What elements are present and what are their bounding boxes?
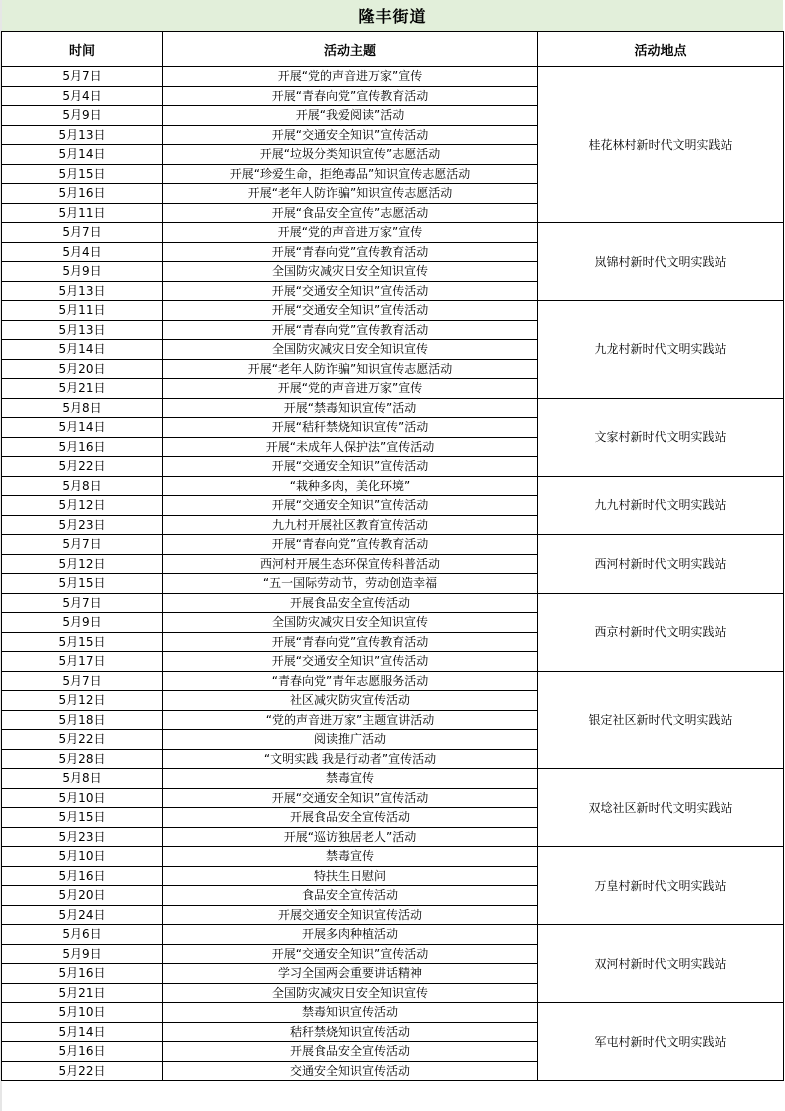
cell-place[interactable]: 双埝社区新时代文明实践站 (538, 769, 784, 847)
cell-topic[interactable]: 开展交通安全知识宣传活动 (163, 905, 538, 925)
cell-time[interactable]: 5月23日 (2, 515, 163, 535)
table-row (2, 1003, 784, 1023)
cell-topic[interactable]: 开展“未成年人保护法”宣传活动 (163, 437, 538, 457)
cell-place[interactable]: 九龙村新时代文明实践站 (538, 301, 784, 399)
cell-topic[interactable]: 开展“交通安全知识”宣传活动 (163, 301, 538, 321)
cell-topic[interactable]: 开展“巡访独居老人”活动 (163, 827, 538, 847)
table-row (2, 769, 784, 789)
cell-topic[interactable]: 开展“垃圾分类知识宣传”志愿活动 (163, 145, 538, 165)
cell-place[interactable]: 万皇村新时代文明实践站 (538, 847, 784, 925)
cell-time[interactable]: 5月8日 (2, 476, 163, 496)
cell-time[interactable]: 5月24日 (2, 905, 163, 925)
header-topic[interactable]: 活动主题 (163, 32, 538, 67)
cell-topic[interactable]: 开展多肉种植活动 (163, 925, 538, 945)
cell-time[interactable]: 5月16日 (2, 437, 163, 457)
cell-time[interactable]: 5月22日 (2, 457, 163, 477)
cell-place[interactable]: 军屯村新时代文明实践站 (538, 1003, 784, 1081)
cell-topic[interactable]: 交通安全知识宣传活动 (163, 1061, 538, 1081)
table-row (2, 301, 784, 321)
cell-topic[interactable]: 开展“青春向党”宣传教育活动 (163, 535, 538, 555)
cell-time[interactable]: 5月21日 (2, 379, 163, 399)
cell-time[interactable]: 5月16日 (2, 964, 163, 984)
cell-time[interactable]: 5月7日 (2, 535, 163, 555)
table-body (2, 67, 784, 1081)
cell-time[interactable]: 5月14日 (2, 1022, 163, 1042)
cell-topic[interactable]: 西河村开展生态环保宣传科普活动 (163, 554, 538, 574)
cell-time[interactable]: 5月16日 (2, 184, 163, 204)
cell-time[interactable]: 5月20日 (2, 886, 163, 906)
cell-time[interactable]: 5月8日 (2, 769, 163, 789)
cell-time[interactable]: 5月7日 (2, 223, 163, 243)
cell-topic[interactable]: 开展“党的声音进万家”宣传 (163, 223, 538, 243)
cell-topic[interactable]: “文明实践 我是行动者”宣传活动 (163, 749, 538, 769)
cell-time[interactable]: 5月9日 (2, 944, 163, 964)
cell-topic[interactable]: 开展“我爱阅读”活动 (163, 106, 538, 126)
activity-table (1, 31, 784, 1081)
cell-topic[interactable]: 禁毒知识宣传活动 (163, 1003, 538, 1023)
cell-time[interactable]: 5月13日 (2, 125, 163, 145)
cell-time[interactable]: 5月14日 (2, 418, 163, 438)
cell-time[interactable]: 5月4日 (2, 242, 163, 262)
cell-time[interactable]: 5月20日 (2, 359, 163, 379)
cell-topic[interactable]: 开展“老年人防诈骗”知识宣传志愿活动 (163, 359, 538, 379)
cell-topic[interactable]: 开展“党的声音进万家”宣传 (163, 67, 538, 87)
cell-topic[interactable]: 开展“交通安全知识”宣传活动 (163, 281, 538, 301)
sheet-title: 隆丰街道 (2, 0, 783, 31)
cell-time[interactable]: 5月17日 (2, 652, 163, 672)
cell-time[interactable]: 5月11日 (2, 301, 163, 321)
header-time[interactable]: 时间 (2, 32, 163, 67)
cell-time[interactable]: 5月16日 (2, 1042, 163, 1062)
cell-topic[interactable]: 开展“食品安全宣传”志愿活动 (163, 203, 538, 223)
table-row (2, 593, 784, 613)
cell-topic[interactable]: 开展“青春向党”宣传教育活动 (163, 86, 538, 106)
cell-topic[interactable]: 开展“交通安全知识”宣传活动 (163, 788, 538, 808)
cell-time[interactable]: 5月12日 (2, 691, 163, 711)
cell-time[interactable]: 5月7日 (2, 67, 163, 87)
cell-place[interactable]: 桂花林村新时代文明实践站 (538, 67, 784, 223)
cell-topic[interactable]: 开展“禁毒知识宣传”活动 (163, 398, 538, 418)
cell-place[interactable]: 双河村新时代文明实践站 (538, 925, 784, 1003)
cell-time[interactable]: 5月18日 (2, 710, 163, 730)
cell-topic[interactable]: 禁毒宣传 (163, 769, 538, 789)
table-row (2, 671, 784, 691)
cell-topic[interactable]: 全国防灾减灾日安全知识宣传 (163, 613, 538, 633)
cell-time[interactable]: 5月7日 (2, 671, 163, 691)
table-row (2, 535, 784, 555)
cell-place[interactable]: 银定社区新时代文明实践站 (538, 671, 784, 769)
header-place[interactable]: 活动地点 (538, 32, 784, 67)
cell-time[interactable]: 5月13日 (2, 281, 163, 301)
cell-time[interactable]: 5月4日 (2, 86, 163, 106)
cell-topic[interactable]: 开展“党的声音进万家”宣传 (163, 379, 538, 399)
cell-time[interactable]: 5月28日 (2, 749, 163, 769)
cell-time[interactable]: 5月23日 (2, 827, 163, 847)
cell-topic[interactable]: 秸秆禁烧知识宣传活动 (163, 1022, 538, 1042)
cell-topic[interactable]: “青春向党”青年志愿服务活动 (163, 671, 538, 691)
table-row (2, 476, 784, 496)
cell-topic[interactable]: “党的声音进万家”主题宣讲活动 (163, 710, 538, 730)
cell-time[interactable]: 5月14日 (2, 340, 163, 360)
cell-topic[interactable]: “栽种多肉，美化环境” (163, 476, 538, 496)
cell-topic[interactable]: 社区减灾防灾宣传活动 (163, 691, 538, 711)
cell-topic[interactable]: 学习全国两会重要讲话精神 (163, 964, 538, 984)
cell-time[interactable]: 5月10日 (2, 1003, 163, 1023)
table-row (2, 398, 784, 418)
cell-topic[interactable]: 开展“老年人防诈骗”知识宣传志愿活动 (163, 184, 538, 204)
cell-place[interactable]: 岚锦村新时代文明实践站 (538, 223, 784, 301)
cell-time[interactable]: 5月10日 (2, 847, 163, 867)
cell-topic[interactable]: 开展“珍爱生命，拒绝毒品”知识宣传志愿活动 (163, 164, 538, 184)
cell-topic[interactable]: 九九村开展社区教育宣传活动 (163, 515, 538, 535)
cell-time[interactable]: 5月15日 (2, 632, 163, 652)
cell-topic[interactable]: 阅读推广活动 (163, 730, 538, 750)
cell-time[interactable]: 5月9日 (2, 262, 163, 282)
cell-time[interactable]: 5月10日 (2, 788, 163, 808)
cell-time[interactable]: 5月12日 (2, 496, 163, 516)
cell-topic[interactable]: 开展食品安全宣传活动 (163, 1042, 538, 1062)
cell-topic[interactable]: 开展“交通安全知识”宣传活动 (163, 652, 538, 672)
cell-topic[interactable]: 开展“青春向党”宣传教育活动 (163, 632, 538, 652)
cell-time[interactable]: 5月21日 (2, 983, 163, 1003)
cell-place[interactable]: 文家村新时代文明实践站 (538, 398, 784, 476)
cell-topic[interactable]: 开展“交通安全知识”宣传活动 (163, 125, 538, 145)
cell-topic[interactable]: 开展“秸秆禁烧知识宣传”活动 (163, 418, 538, 438)
cell-place[interactable]: 九九村新时代文明实践站 (538, 476, 784, 535)
cell-time[interactable]: 5月6日 (2, 925, 163, 945)
cell-time[interactable]: 5月12日 (2, 554, 163, 574)
cell-topic[interactable]: 开展食品安全宣传活动 (163, 593, 538, 613)
cell-topic[interactable]: 开展“交通安全知识”宣传活动 (163, 944, 538, 964)
cell-topic[interactable]: 开展“交通安全知识”宣传活动 (163, 496, 538, 516)
cell-topic[interactable]: 全国防灾减灾日安全知识宣传 (163, 262, 538, 282)
header-row (2, 32, 784, 67)
cell-topic[interactable]: 特扶生日慰问 (163, 866, 538, 886)
cell-time[interactable]: 5月7日 (2, 593, 163, 613)
table-row (2, 223, 784, 243)
cell-topic[interactable]: 开展食品安全宣传活动 (163, 808, 538, 828)
cell-time[interactable]: 5月15日 (2, 574, 163, 594)
table-row (2, 847, 784, 867)
cell-time[interactable]: 5月22日 (2, 1061, 163, 1081)
cell-topic[interactable]: “五一国际劳动节，劳动创造幸福 (163, 574, 538, 594)
cell-topic[interactable]: 禁毒宣传 (163, 847, 538, 867)
cell-topic[interactable]: 食品安全宣传活动 (163, 886, 538, 906)
cell-topic[interactable]: 开展“青春向党”宣传教育活动 (163, 242, 538, 262)
cell-time[interactable]: 5月9日 (2, 613, 163, 633)
table-row (2, 925, 784, 945)
cell-time[interactable]: 5月11日 (2, 203, 163, 223)
cell-topic[interactable]: 全国防灾减灾日安全知识宣传 (163, 983, 538, 1003)
cell-time[interactable]: 5月16日 (2, 866, 163, 886)
cell-time[interactable]: 5月8日 (2, 398, 163, 418)
cell-topic[interactable]: 开展“青春向党”宣传教育活动 (163, 320, 538, 340)
cell-time[interactable]: 5月15日 (2, 808, 163, 828)
cell-place[interactable]: 西京村新时代文明实践站 (538, 593, 784, 671)
cell-time[interactable]: 5月14日 (2, 145, 163, 165)
cell-topic[interactable]: 全国防灾减灾日安全知识宣传 (163, 340, 538, 360)
cell-place[interactable]: 西河村新时代文明实践站 (538, 535, 784, 594)
cell-time[interactable]: 5月9日 (2, 106, 163, 126)
table-row (2, 67, 784, 87)
cell-time[interactable]: 5月22日 (2, 730, 163, 750)
cell-time[interactable]: 5月13日 (2, 320, 163, 340)
cell-time[interactable]: 5月15日 (2, 164, 163, 184)
cell-topic[interactable]: 开展“交通安全知识”宣传活动 (163, 457, 538, 477)
